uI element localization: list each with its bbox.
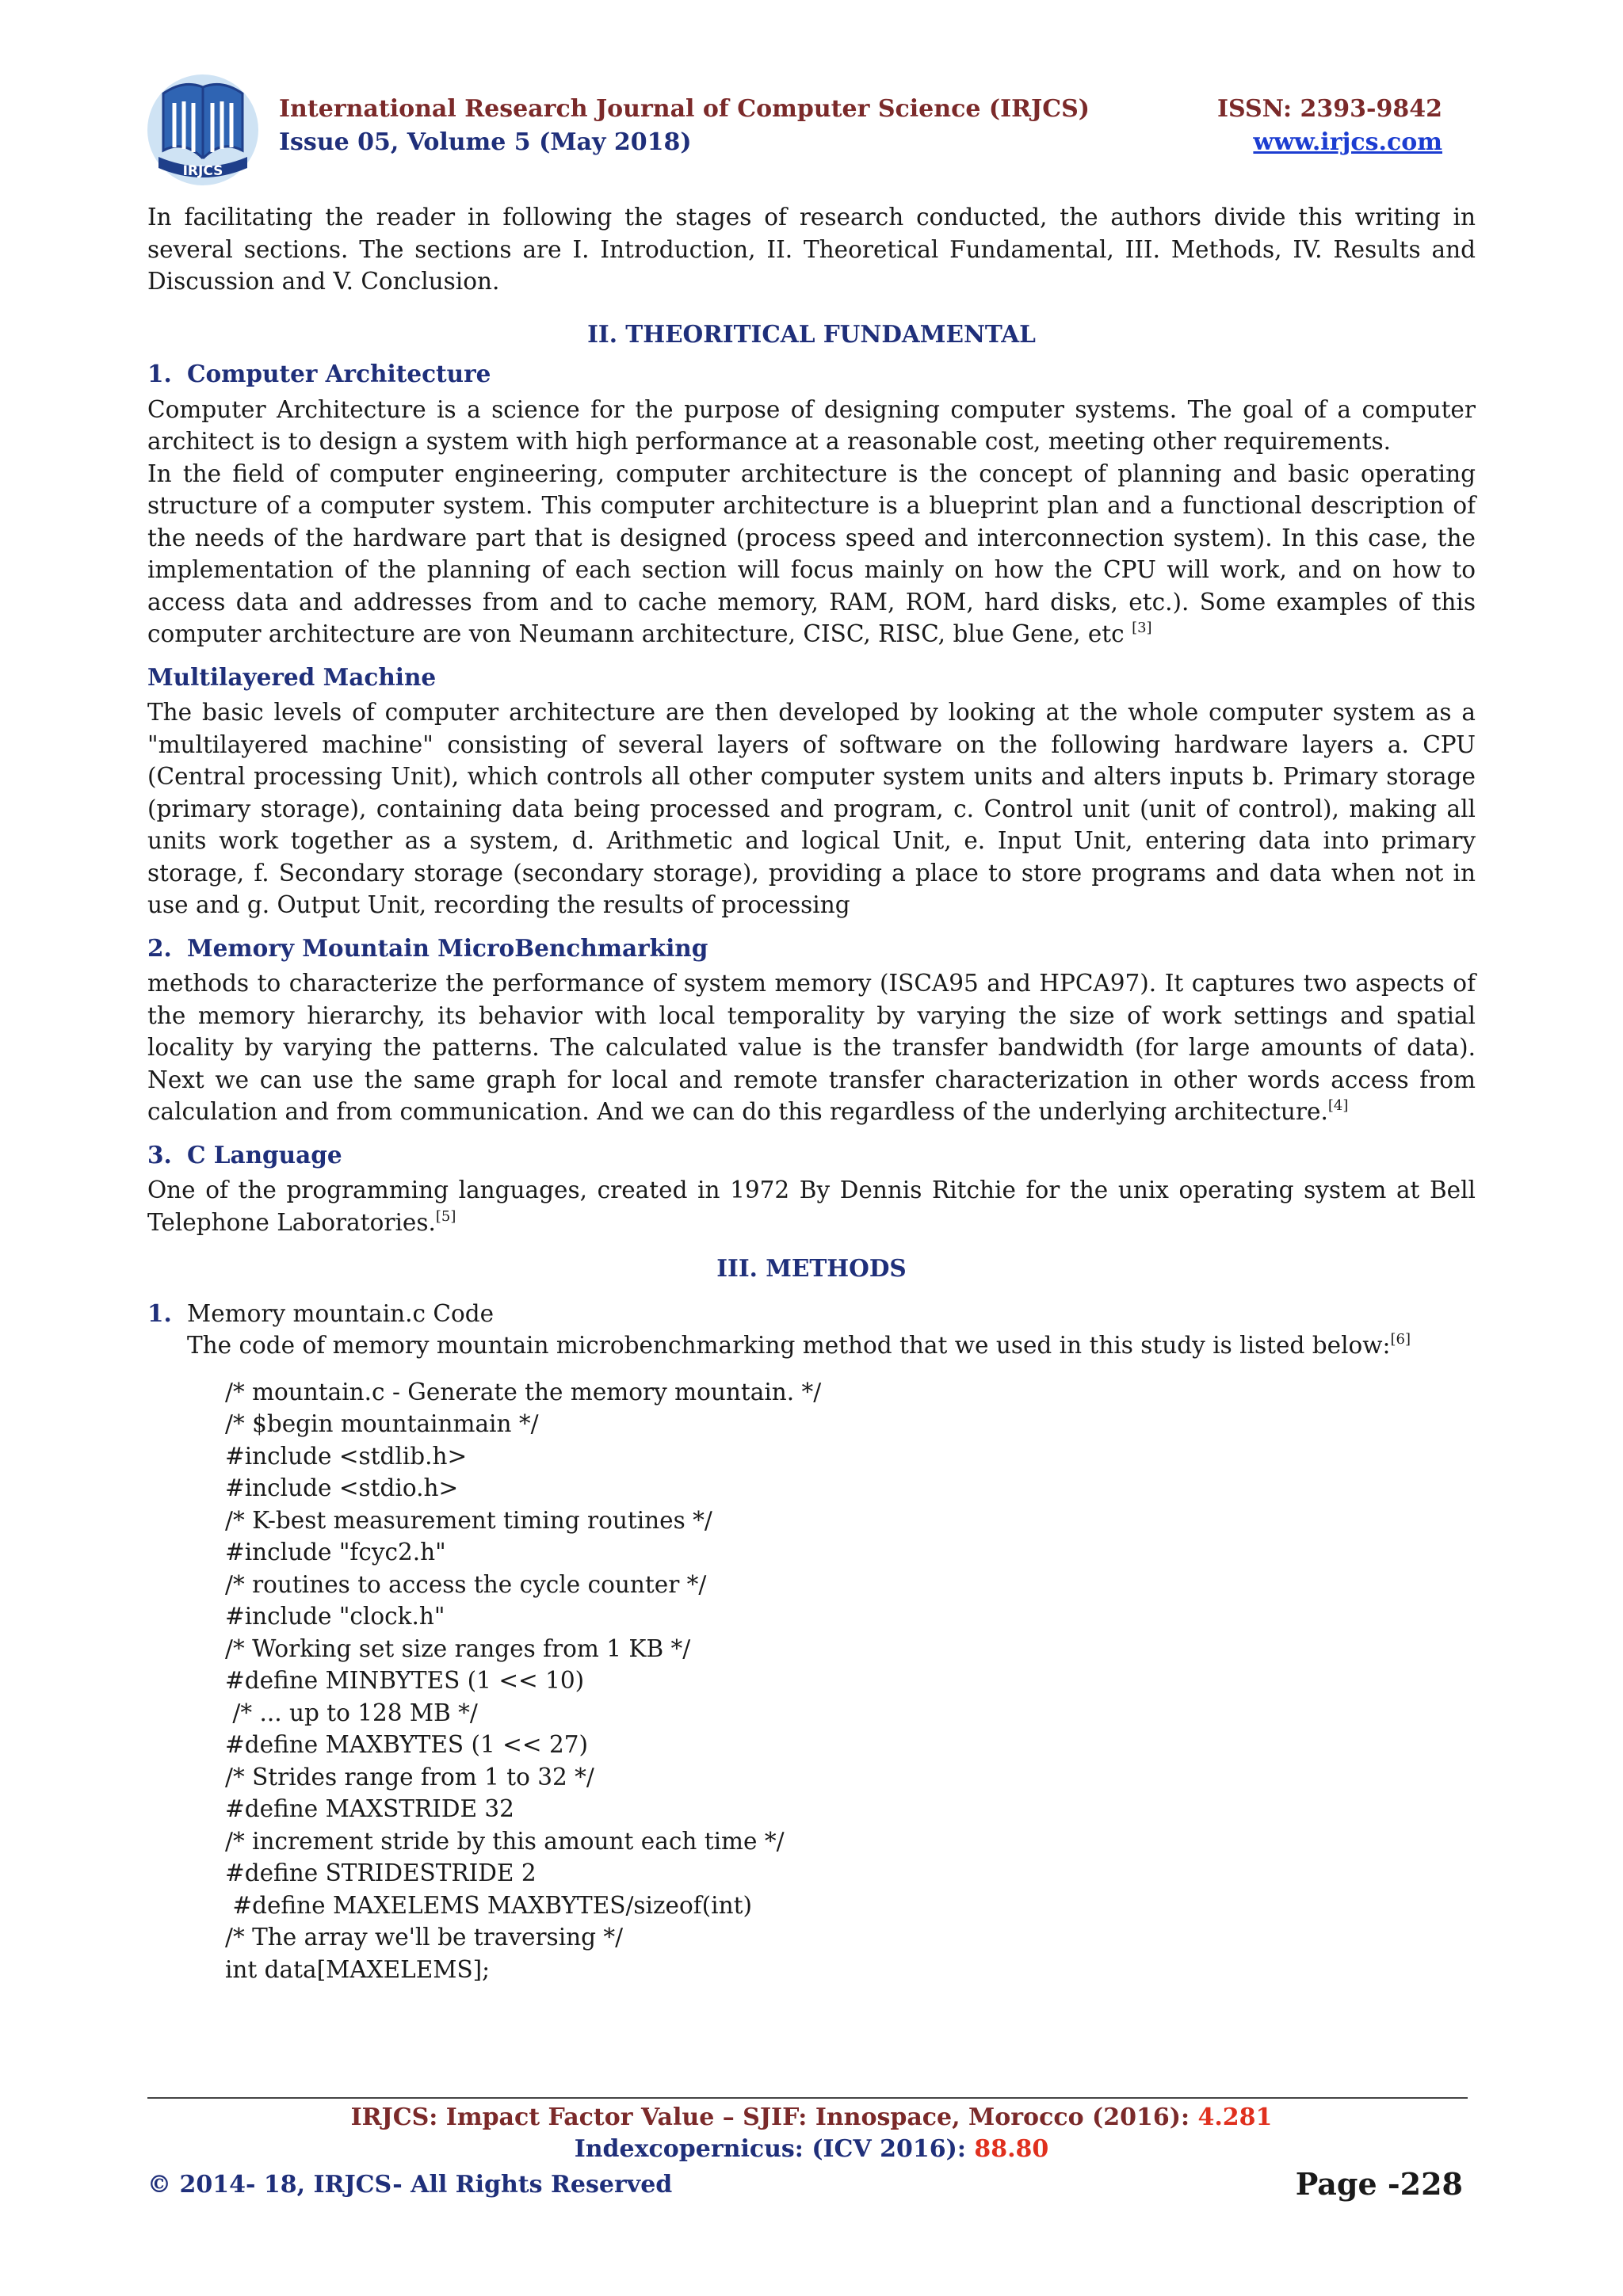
journal-logo bbox=[143, 71, 263, 189]
section-heading-theoretical: II. THEORITICAL FUNDAMENTAL bbox=[587, 319, 1036, 348]
paragraph-text: methods to characterize the performance of system memory (ISCA95 and HPCA97). It captures two aspects of the memory hierarchy, its behavior with local temporality by varying the size of work settings and spatial locality by varying the patterns. The calculated value is the transfer bandwidth (for large amounts of data). Next we can use the same graph for local and remote transfer characterization in other words access from calculation and from communication. And we can do this regardless of the underlying architecture. bbox=[147, 970, 1476, 1125]
code-line: #define MAXSTRIDE 32 bbox=[225, 1795, 514, 1822]
website-link[interactable]: www.irjcs.com bbox=[1253, 128, 1442, 156]
impact-factor bbox=[0, 2103, 1623, 2131]
subsection-number: 3. bbox=[147, 1140, 172, 1169]
citation: [5] bbox=[435, 1207, 456, 1225]
code-line: #include <stdlib.h> bbox=[225, 1442, 468, 1470]
paragraph bbox=[147, 458, 1476, 650]
item-description bbox=[187, 1329, 1476, 1362]
svg-text:IRJCS: IRJCS bbox=[182, 163, 223, 179]
impact-value: 4.281 bbox=[1197, 2103, 1273, 2131]
subsection-title: Memory Mountain MicroBenchmarking bbox=[187, 933, 708, 962]
item-number: 1. bbox=[147, 1299, 172, 1327]
intro-paragraph: In facilitating the reader in following the stages of research conducted, the authors divide this writing in several sections. The sections are I. Introduction, II. Theoretical Fundamental, III. Methods, IV. Results and Discussion and V. Conclusion. bbox=[147, 204, 1476, 295]
citation: [4] bbox=[1327, 1097, 1349, 1114]
methods-item bbox=[147, 1298, 1476, 1330]
item-title: Memory mountain.c Code bbox=[187, 1299, 495, 1327]
code-line: /* Working set size ranges from 1 KB */ bbox=[225, 1634, 691, 1662]
citation: [3] bbox=[1132, 620, 1152, 636]
index-label: Indexcopernicus: (ICV 2016): bbox=[574, 2135, 975, 2163]
code-line: int data[MAXELEMS]; bbox=[225, 1955, 491, 1983]
code-line: /* Strides range from 1 to 32 */ bbox=[225, 1763, 594, 1791]
subsection-memory-mountain bbox=[147, 933, 1476, 965]
copyright: © 2014- 18, IRJCS- All Rights Reserved bbox=[147, 2171, 673, 2199]
journal-title: International Research Journal of Computer Science (IRJCS) bbox=[279, 95, 1090, 123]
code-line: /* ... up to 128 MB */ bbox=[225, 1699, 478, 1726]
code-line: /* mountain.c - Generate the memory mountain. */ bbox=[225, 1378, 822, 1405]
code-line: #include <stdio.h> bbox=[225, 1474, 459, 1501]
page-number: Page -228 bbox=[1295, 2166, 1463, 2202]
impact-label: IRJCS: Impact Factor Value – SJIF: Innospace, Morocco (2016): bbox=[350, 2103, 1198, 2131]
code-line: #define MAXELEMS MAXBYTES/sizeof(int) bbox=[225, 1891, 752, 1919]
subsection-computer-architecture bbox=[147, 358, 1476, 391]
code-line: /* increment stride by this amount each time */ bbox=[225, 1827, 785, 1855]
index-value: 88.80 bbox=[974, 2135, 1049, 2163]
issue-info: Issue 05, Volume 5 (May 2018) bbox=[279, 128, 692, 156]
code-listing bbox=[225, 1376, 1476, 1986]
subsection-title: C Language bbox=[187, 1140, 342, 1169]
code-line: /* The array we'll be traversing */ bbox=[225, 1924, 624, 1951]
code-line: #include "fcyc2.h" bbox=[225, 1539, 446, 1566]
paragraph-text: The code of memory mountain microbenchmarking method that we used in this study is listed below: bbox=[187, 1332, 1391, 1359]
subsection-number: 1. bbox=[147, 360, 172, 387]
footer-divider bbox=[147, 2097, 1468, 2099]
paragraph: The basic levels of computer architecture are then developed by looking at the whole computer system as a "multilayered machine" consisting of several layers of software on the following hardware layers a. CPU (Central processing Unit), which controls all other computer system units and alters inputs b. Primary storage (primary storage), containing data being processed and program, c. Control unit (unit of control), making all units work together as a system, d. Arithmetic and logical Unit, e. Input Unit, entering data into primary storage, f. Secondary storage (secondary storage), providing a place to store programs and data when not in use and g. Output Unit, recording the results of processing bbox=[147, 699, 1476, 918]
subsection-number: 2. bbox=[147, 933, 172, 962]
issn: ISSN: 2393-9842 bbox=[1216, 95, 1442, 123]
paragraph-text: In the field of computer engineering, computer architecture is the concept of planning and basic operating structure of a computer system. This computer architecture is a blueprint plan and a functional description of the needs of the hardware part that is designed (process speed and interconnection system). In this case, the implementation of the planning of each section will focus mainly on how the CPU will work, and on how to access data and addresses from and to cache memory, RAM, ROM, hard disks, etc.). Some examples of this computer architecture are von Neumann architecture, CISC, RISC, blue Gene, etc bbox=[147, 460, 1476, 647]
code-line: #define MAXBYTES (1 << 27) bbox=[225, 1731, 589, 1758]
paragraph bbox=[147, 1174, 1476, 1238]
code-line: #include "clock.h" bbox=[225, 1603, 445, 1630]
paragraph-text: One of the programming languages, created in 1972 By Dennis Ritchie for the unix operating system at Bell Telephone Laboratories. bbox=[147, 1177, 1476, 1236]
code-line: #define STRIDESTRIDE 2 bbox=[225, 1859, 537, 1886]
paragraph: Computer Architecture is a science for the purpose of designing computer systems. The goal of a computer architect is to design a system with high performance at a reasonable cost, meeting other requirements. bbox=[147, 395, 1476, 455]
code-line: /* routines to access the cycle counter */ bbox=[225, 1570, 707, 1598]
code-line: /* K-best measurement timing routines */ bbox=[225, 1506, 712, 1534]
article-body bbox=[147, 201, 1476, 1985]
subsection-c-language bbox=[147, 1139, 1476, 1172]
code-line: #define MINBYTES (1 << 10) bbox=[225, 1667, 585, 1694]
section-heading-methods: III. METHODS bbox=[716, 1254, 907, 1282]
paragraph bbox=[147, 967, 1476, 1128]
citation: [6] bbox=[1390, 1331, 1411, 1348]
index-copernicus bbox=[0, 2135, 1623, 2163]
subsection-title: Computer Architecture bbox=[187, 360, 491, 387]
journal-header bbox=[143, 71, 1474, 206]
subsection-multilayered-machine: Multilayered Machine bbox=[147, 662, 437, 691]
code-line: /* $begin mountainmain */ bbox=[225, 1410, 539, 1437]
